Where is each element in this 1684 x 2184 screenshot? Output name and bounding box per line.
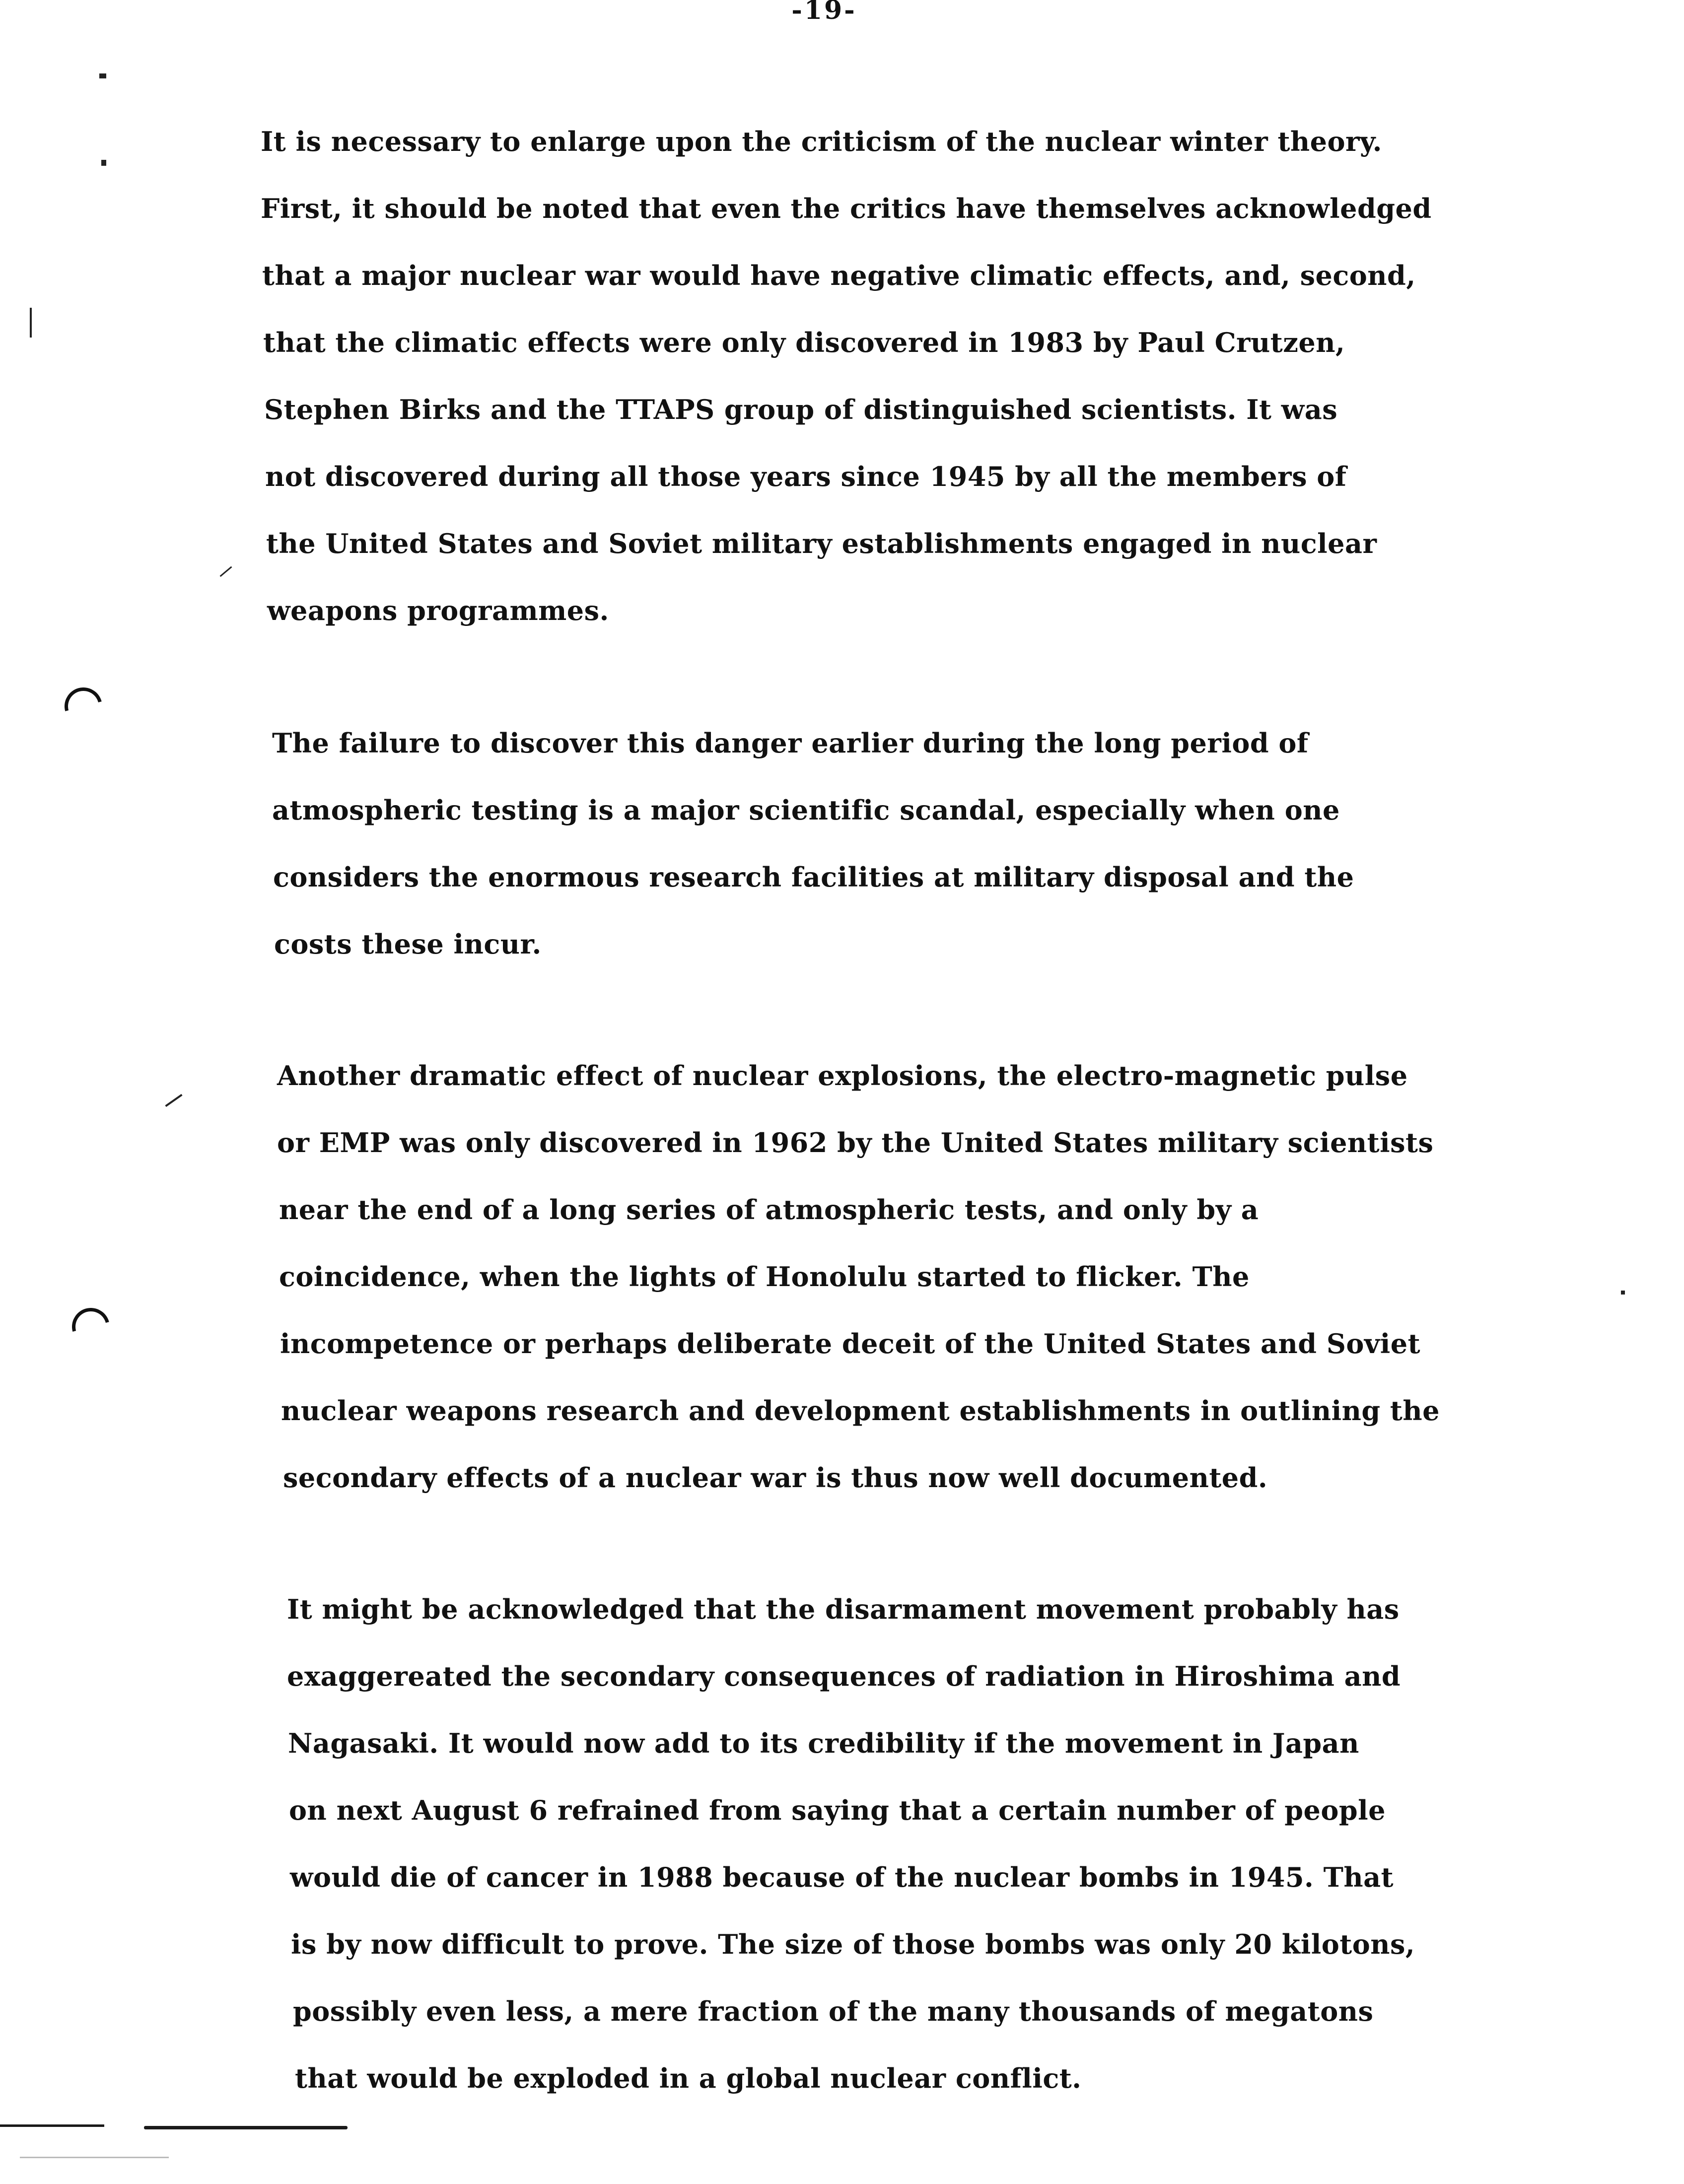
scan-edge-artifact <box>20 2157 169 2158</box>
scan-speck <box>1621 1291 1625 1295</box>
text-line: exaggereated the secondary consequences of radiation in Hiroshima and <box>287 1660 1401 1692</box>
text-line: possibly even less, a mere fraction of the many thousands of megatons <box>293 1995 1374 2027</box>
text-line: that the climatic effects were only discovered in 1983 by Paul Crutzen, <box>263 327 1345 358</box>
scan-speck <box>101 160 106 166</box>
text-line: atmospheric testing is a major scientific scandal, especially when one <box>272 794 1340 826</box>
text-line: is by now difficult to prove. The size of those bombs was only 20 kilotons, <box>291 1928 1415 1960</box>
text-line: that would be exploded in a global nuclear conflict. <box>295 2062 1082 2094</box>
page-number: -19- <box>791 0 857 25</box>
footnote-separator <box>144 2126 348 2129</box>
binder-hole-mark <box>65 1301 117 1353</box>
text-line: incompetence or perhaps deliberate deceit of the United States and Soviet <box>280 1328 1421 1360</box>
binder-hole-mark <box>58 681 109 732</box>
scan-speck <box>99 73 106 78</box>
text-line: that a major nuclear war would have negative climatic effects, and, second, <box>262 260 1416 291</box>
text-line: weapons programmes. <box>267 595 609 626</box>
scan-speck <box>30 308 32 338</box>
text-line: on next August 6 refrained from saying that a certain number of people <box>289 1794 1386 1826</box>
scan-speck <box>220 566 232 577</box>
text-line: nuclear weapons research and development establishments in outlining the <box>281 1395 1440 1427</box>
text-line: It is necessary to enlarge upon the criticism of the nuclear winter theory. <box>261 126 1382 157</box>
text-line: costs these incur. <box>274 928 542 960</box>
text-line: It might be acknowledged that the disarmament movement probably has <box>287 1593 1400 1625</box>
footnote-separator <box>0 2124 104 2127</box>
text-line: Another dramatic effect of nuclear explosions, the electro-magnetic pulse <box>277 1060 1408 1092</box>
text-line: Stephen Birks and the TTAPS group of distinguished scientists. It was <box>264 394 1338 425</box>
text-line: Nagasaki. It would now add to its credibility if the movement in Japan <box>288 1727 1359 1759</box>
text-line: secondary effects of a nuclear war is thus now well documented. <box>283 1462 1268 1494</box>
text-line: the United States and Soviet military establishments engaged in nuclear <box>266 528 1377 559</box>
text-line: coincidence, when the lights of Honolulu started to flicker. The <box>279 1261 1250 1293</box>
text-line: The failure to discover this danger earlier during the long period of <box>272 727 1309 759</box>
text-line: would die of cancer in 1988 because of the nuclear bombs in 1945. That <box>290 1861 1394 1893</box>
text-line: or EMP was only discovered in 1962 by the United States military scientists <box>277 1127 1434 1159</box>
text-line: not discovered during all those years since 1945 by all the members of <box>265 461 1347 492</box>
scan-speck <box>165 1094 182 1107</box>
text-line: considers the enormous research facilities at military disposal and the <box>273 861 1354 893</box>
text-line: near the end of a long series of atmospheric tests, and only by a <box>279 1194 1259 1226</box>
text-line: First, it should be noted that even the critics have themselves acknowledged <box>261 193 1432 224</box>
